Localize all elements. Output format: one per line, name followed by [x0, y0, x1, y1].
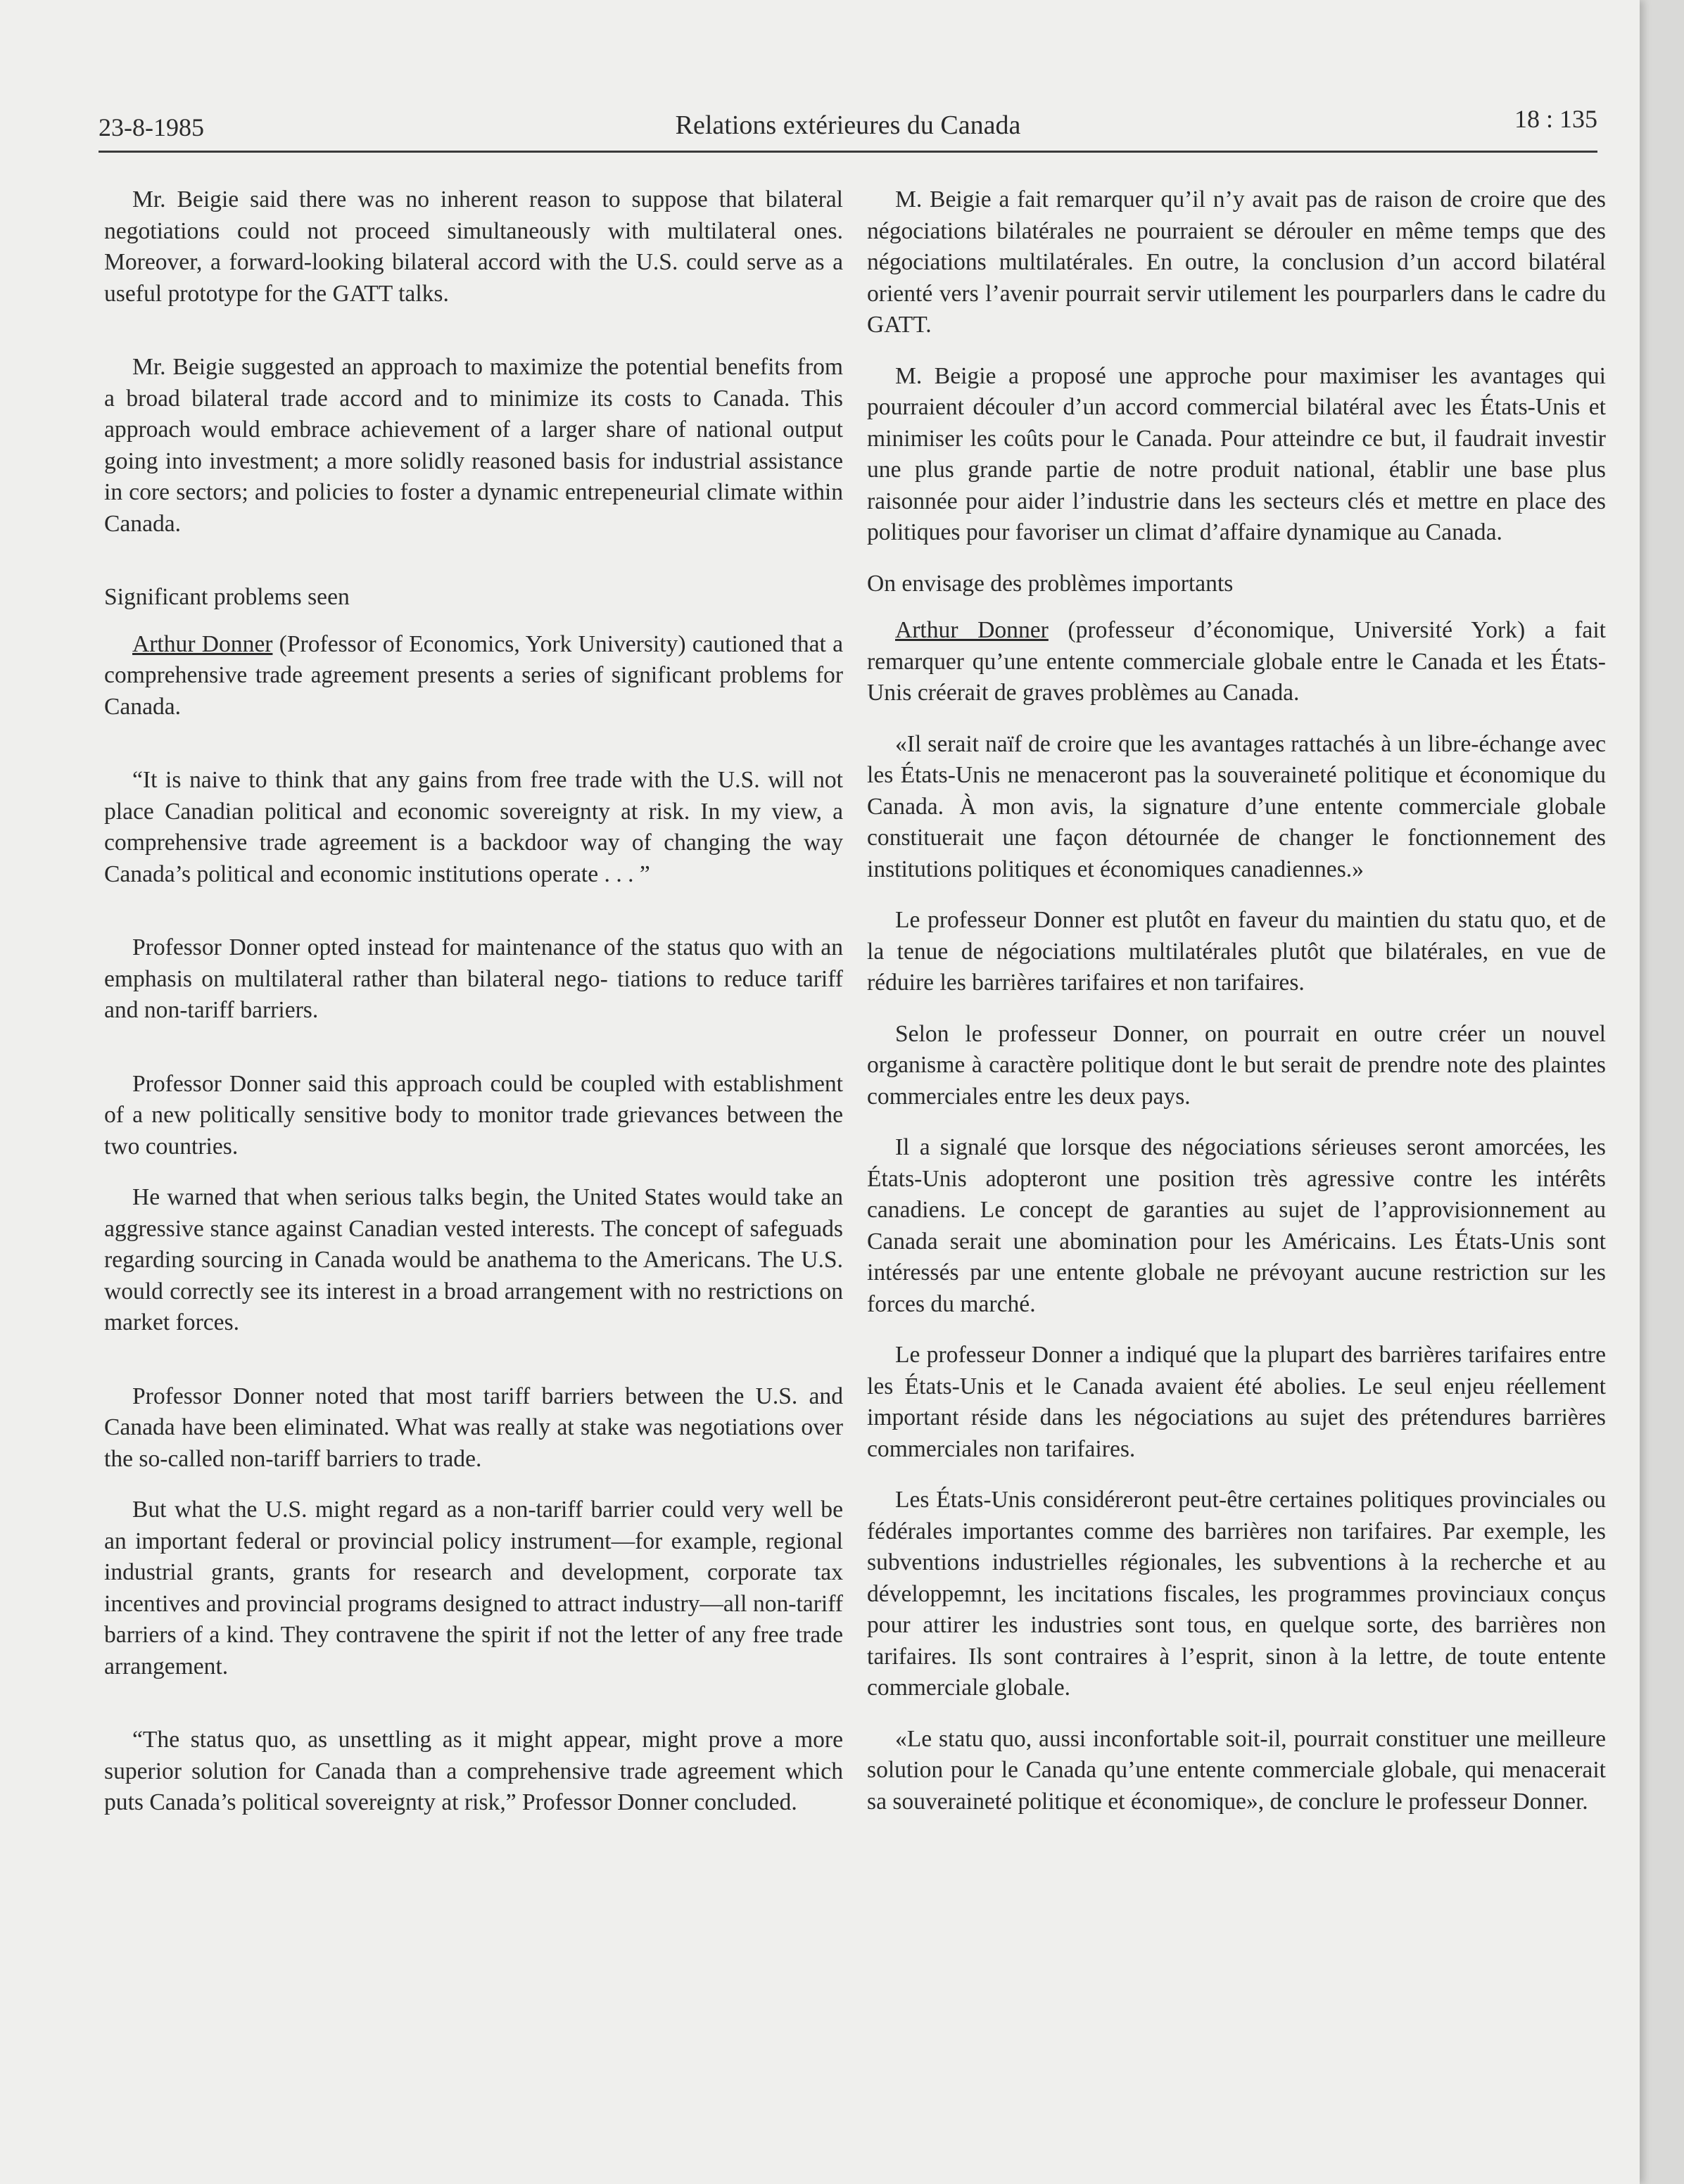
english-paragraph-text: (Professor of Economics, York University) cautioned that a comprehensive trade agreement presents a series of significant problems for Canada.	[104, 630, 843, 720]
french-paragraph: Les États-Unis considéreront peut-être certaines politiques provinciales ou fédérales importantes comme des barrières non tarifaires. Par exemple, les subventions industrielles régionales, les subventions à la recherche et au développemnt, les incitations fiscales, les programmes provinciaux conçus pour attirer les industries sont tous, en quelque sorte, des barrières non tarifaires. Ils sont contraires à l’esprit, sinon à la lettre, de toute entente commerciale globale.	[867, 1487, 1606, 1701]
french-speaker-name: Arthur Donner	[895, 617, 1049, 643]
french-paragraph	[867, 615, 1606, 709]
english-paragraph: Professor Donner said this approach could be coupled with establishment of a new politically sensitive body to monitor trade grievances between the two countries.	[104, 1070, 843, 1160]
header-rule	[99, 151, 1597, 153]
header-date: 23-8-1985	[99, 113, 204, 141]
french-column	[867, 184, 1606, 1837]
french-paragraph: Il a signalé que lorsque des négociations sérieuses seront amorcées, les États-Unis adopteront une position très agressive contre les intérêts canadiens. Le concept de garanties au sujet de l’approvisionnement au Canada serait une abomination pour les Américains. Les États-Unis sont intéressés par une entente globale ne prévoyant aucune restriction sur les forces du marché.	[867, 1134, 1606, 1317]
header-page-number: 18 : 135	[1514, 105, 1597, 133]
french-paragraph-text: (professeur d’économique, Université York) a fait remarquer qu’une entente commerciale globale entre le Canada et les États-Unis créerait de graves problèmes au Canada.	[867, 617, 1606, 706]
english-speaker-name: Arthur Donner	[132, 630, 273, 657]
french-paragraph: «Le statu quo, aussi inconfortable soit-il, pourrait constituer une meilleure solution pour le Canada qu’une entente commerciale globale, qui menacerait sa souveraineté politique et économique», de conclure le professeur Donner.	[867, 1725, 1606, 1815]
french-paragraph: M. Beigie a fait remarquer qu’il n’y avait pas de raison de croire que des négociations bilatérales ne pourraient se dérouler en même temps que des négociations multilatérales. En outre, la conclusion d’un accord bilatéral orienté vers l’avenir pourrait servir utilement les pourparlers dans le cadre du GATT.	[867, 186, 1606, 338]
english-paragraph: But what the U.S. might regard as a non-tariff barrier could very well be an important federal or provincial policy instrument—for example, regional industrial grants, grants for research and development, corporate tax incentives and provincial programs designed to attract industry—all non-tariff barriers of a kind. They contravene the spirit if not the letter of any free trade arrangement.	[104, 1497, 843, 1680]
english-paragraph: Mr. Beigie said there was no inherent reason to suppose that bilateral negotiations could not proceed simultaneously with multilateral ones. Moreover, a forward-looking bilateral accord with the U.S. could serve as a useful prototype for the GATT talks.	[104, 186, 843, 307]
french-section-heading: On envisage des problèmes importants	[867, 570, 1234, 597]
english-paragraph: “The status quo, as unsettling as it might appear, might prove a more superior solution for Canada than a comprehensive trade agreement which puts Canada’s political sovereignty at risk,” Professor Donner concluded.	[104, 1727, 843, 1815]
french-paragraph: Le professeur Donner est plutôt en faveur du maintien du statu quo, et de la tenue de négociations multilatérales plutôt que bilatérales, en vue de réduire les barrières tarifaires et non tarifaires.	[867, 907, 1606, 996]
french-paragraph: Selon le professeur Donner, on pourrait en outre créer un nouvel organisme à caractère politique dont le but serait de prendre note des plaintes commerciales entre les deux pays.	[867, 1020, 1606, 1110]
english-paragraph: Professor Donner opted instead for maintenance of the status quo with an emphasis on multilateral rather than bilateral nego- tiations to reduce tariff and non-tariff barriers.	[104, 934, 843, 1023]
english-paragraph: Mr. Beigie suggested an approach to maximize the potential benefits from a broad bilateral trade accord and to minimize its costs to Canada. This approach would embrace achievement of a larger share of national output going into investment; a more solidly reasoned basis for industrial assistance in core sectors; and policies to foster a dynamic entrepeneurial climate within Canada.	[104, 354, 843, 537]
english-paragraph: Professor Donner noted that most tariff barriers between the U.S. and Canada have been eliminated. What was really at stake was negotiations over the so-called non-tariff barriers to trade.	[104, 1383, 843, 1472]
french-paragraph: M. Beigie a proposé une approche pour maximiser les avantages qui pourraient découler d’un accord commercial bilatéral avec les États-Unis et minimiser les coûts pour le Canada. Pour atteindre ce but, il faudrait investir une plus grande partie de notre produit national, établir une base plus raisonnée pour aider l’industrie dans les secteurs clés et mettre en place des politiques pour favoriser un climat d’affaire dynamique au Canada.	[867, 362, 1606, 545]
english-column	[104, 184, 843, 1861]
english-paragraph	[104, 629, 843, 723]
french-paragraph: «Il serait naïf de croire que les avantages rattachés à un libre-échange avec les États-Unis ne menaceront pas la souveraineté politique et économique du Canada. À mon avis, la signature d’une entente commerciale globale constituerait une façon détournée de changer le fonctionnement des institutions politiques et économiques canadiennes.»	[867, 730, 1606, 882]
english-section-heading: Significant problems seen	[104, 584, 350, 610]
header-title: Relations extérieures du Canada	[675, 110, 1021, 140]
english-paragraph: He warned that when serious talks begin, the United States would take an aggressive stance against Canadian vested interests. The concept of safeguads regarding sourcing in Canada would be anathema to the Americans. The U.S. would correctly see its interest in a broad arrangement with no restrictions on market forces.	[104, 1184, 843, 1335]
page-header	[99, 104, 1597, 146]
english-paragraph: “It is naive to think that any gains from free trade with the U.S. will not place Canadian political and economic sovereignty at risk. In my view, a comprehensive trade agreement is a backdoor way of changing the way Canada’s political and economic institutions operate . . . ”	[104, 767, 843, 887]
french-paragraph: Le professeur Donner a indiqué que la plupart des barrières tarifaires entre les États-Unis et le Canada avaient été abolies. Le seul enjeu réellement important réside dans les négociations au sujet des prétendures barrières commerciales non tarifaires.	[867, 1342, 1606, 1462]
